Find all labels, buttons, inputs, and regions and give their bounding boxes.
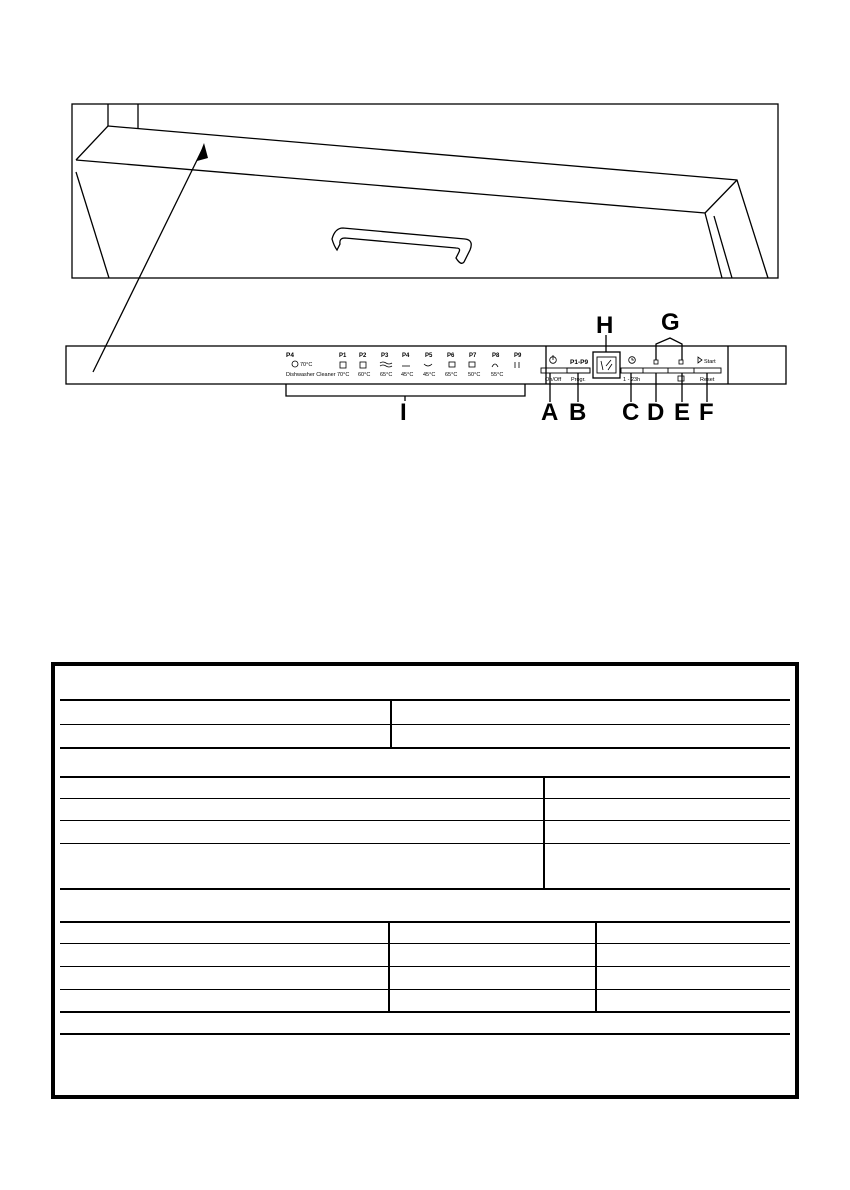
program-label: P9: [514, 353, 522, 359]
leader-g: [656, 338, 682, 360]
program-label: P7: [469, 353, 477, 359]
p7-icon: [469, 362, 475, 367]
program-label: P5: [425, 353, 433, 359]
table-row: [60, 776, 790, 798]
table-row: [60, 1033, 790, 1095]
door-front-edge: [76, 160, 722, 278]
program-temp: 60°C: [358, 372, 371, 378]
start-icon: [698, 357, 702, 363]
program-range-label: P1-P9: [570, 359, 589, 366]
p9-icon: [515, 362, 519, 368]
table-row: [60, 921, 790, 943]
cleaner-temp: 70°C: [300, 362, 313, 368]
table-row: [60, 888, 790, 921]
p1-icon: [340, 362, 346, 368]
program-label: P1: [339, 353, 347, 359]
p8-icon: [492, 364, 498, 367]
cleaner-label: Dishwasher Cleaner: [286, 372, 336, 378]
callout-e: E: [674, 399, 691, 426]
program-button[interactable]: [567, 368, 590, 373]
callout-h: H: [596, 312, 614, 339]
table-row: [60, 843, 790, 888]
half-load-icon: [678, 376, 684, 381]
pointer-arrow: [93, 150, 202, 372]
callout-d: D: [647, 399, 665, 426]
p5-icon: [424, 364, 432, 366]
p6-icon: [449, 362, 455, 367]
callout-i: I: [400, 399, 407, 426]
cleaner-program-label: P4: [286, 352, 294, 359]
p2-icon: [360, 362, 366, 368]
delay-button[interactable]: [621, 368, 643, 373]
program-label: P2: [359, 353, 367, 359]
extra-dry-button[interactable]: [643, 368, 668, 373]
progr-label: Progr.: [571, 377, 586, 383]
program-temp: 45°C: [401, 372, 414, 378]
indicator-led: [679, 360, 683, 364]
on-off-label: On/Off: [545, 377, 562, 383]
table-row: [60, 724, 790, 747]
program-label: P4: [402, 353, 410, 359]
program-temp: 55°C: [491, 372, 504, 378]
table-row: [60, 820, 790, 843]
program-label: P6: [447, 353, 455, 359]
table-row: [60, 966, 790, 989]
door-handle: [332, 228, 471, 263]
program-temp: 65°C: [380, 372, 393, 378]
table-row: [60, 798, 790, 820]
table-row: [60, 943, 790, 966]
callout-b: B: [569, 399, 587, 426]
p3-icon: [380, 362, 392, 367]
callout-g: G: [661, 309, 680, 336]
program-bracket: [286, 384, 525, 396]
table-row: [60, 747, 790, 776]
program-temp: 65°C: [445, 372, 458, 378]
callout-a: A: [541, 399, 559, 426]
delay-label: 1 - 23h: [623, 377, 641, 383]
start-label: Start: [704, 359, 716, 365]
reset-label: Reset: [700, 377, 715, 383]
control-panel: [66, 335, 786, 402]
table-row: [60, 666, 790, 699]
table-row: [60, 699, 790, 724]
table-row: [60, 1011, 790, 1033]
indicator-led: [654, 360, 658, 364]
start-reset-button[interactable]: [694, 368, 721, 373]
program-temp: 70°C: [337, 372, 350, 378]
illustration-frame: [72, 104, 778, 278]
on-off-button[interactable]: [541, 368, 590, 373]
callout-c: C: [622, 399, 640, 426]
callout-f: F: [699, 399, 714, 426]
program-label: P3: [381, 353, 389, 359]
table-row: [60, 989, 790, 1011]
half-load-button[interactable]: [668, 368, 694, 373]
info-table: [51, 662, 799, 1099]
program-label: P8: [492, 353, 500, 359]
program-temp: 45°C: [423, 372, 436, 378]
program-temp: 50°C: [468, 372, 481, 378]
door-top-edge: [108, 126, 768, 278]
cleaner-icon: [292, 361, 298, 367]
